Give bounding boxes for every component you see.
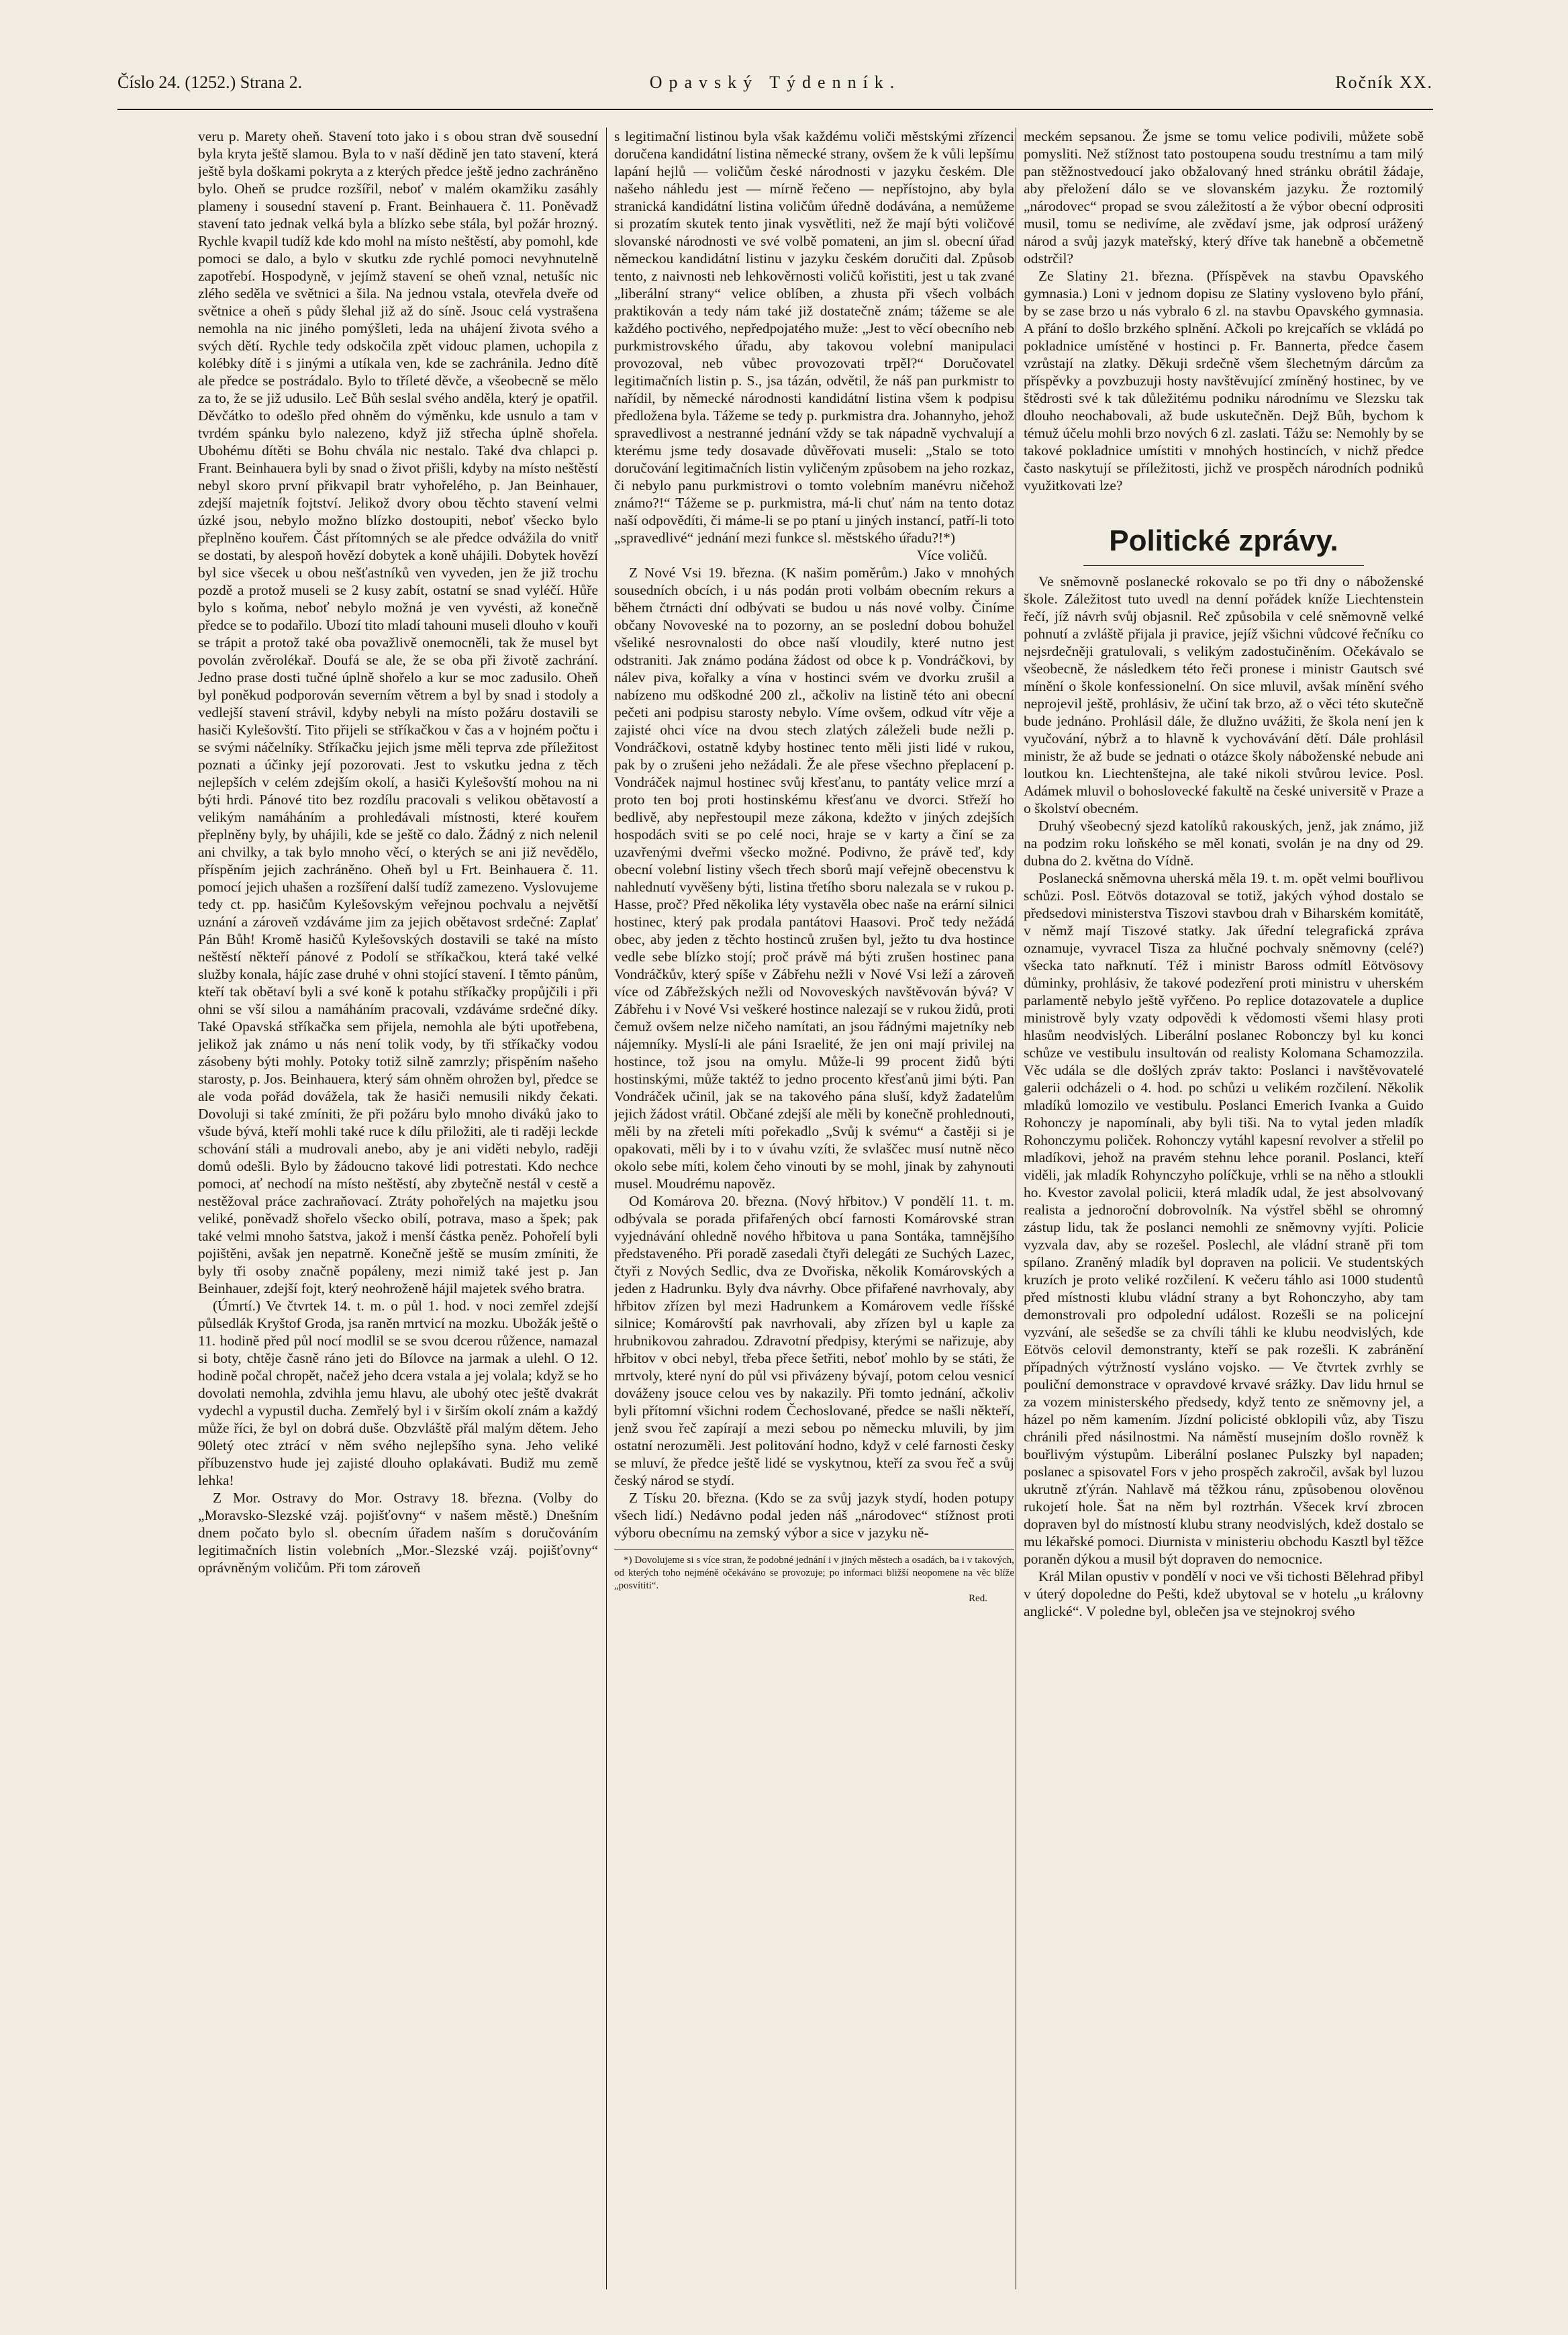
article-paragraph: s legitimační listinou byla však každému voliči městskými zřízenci doručena kandidátní listina německé strany, ovšem že k vůli lepšímu lapání hejlů — voličům české národnosti v jazyku českém. Dle našeho náhledu jest — mírně řečeno — nepřístojno, aby byla stranická kandidátní listina voličům úředně dodávána, a nemůžeme si prozatím skutek tento jinak vysvětliti, než že mají býti voličové slovanské národnosti ve své volbě pomateni, an jim sl. obecní úřad německou kandidátní listinu v jazyku českém doručiti dal. Způsob tento, z naivnosti neb lehkověrnosti voličů kořistiti, jest u tak zvané „liberální strany“ velice oblíben, a zhusta při všech volbách praktikován a tedy nám také již dostatečně znám; tážeme se ale každého poctivého, nepředpojatého muže: „Jest to věcí obecního neb purkmistrovského úřadu, aby takovou volební manipulaci provozoval, neb vůbec provozovati trpěl?“ Doručovatel legitimačních listin p. S., jsa tázán, odvětil, že náš pan purkmistr to nařídil, by německé národnosti kandidátní listina všem k podpisu předložena byla. Tážeme se tedy p. purkmistra dra. Johannyho, jehož spravedlivost a nestranné jednání vždy se tak nápadně vychvalují a kterému jsme tedy dosavade důvěřovati museli: „Stalo se toto doručování legitimačních listin vyličeným způsobem na jeho rozkaz, či nebylo panu purkmistrovi o tomto volebním manévru ničehož známo?!“ Tážeme se p. purkmistra, má-li chuť nám na tento dotaz naší odpovědíti, či máme-li se po ptaní u jiných instancí, patří-li toto „spravedlivé“ jednání mezi funkce sl. městského úřadu?!*) [614, 128, 1014, 546]
section-title: Politické zprávy. [1109, 524, 1338, 557]
column-2 [614, 128, 1014, 2289]
footnote-text: *) Dovolujeme si s více stran, že podobné jednání i v jiných městech a osadách, ba i v takových, od kterých toho nejméně očekáváno se provozuje; po informaci bližší neopomene na věc blíže „posvítiti“. [614, 1555, 1014, 1591]
newspaper-title: Opavský Týdenník. [649, 73, 901, 92]
header-rule [117, 109, 1433, 110]
article-paragraph: Z Mor. Ostravy do Mor. Ostravy 18. března. (Volby do „Moravsko-Slezské vzáj. pojišťovny“ v našem městě.) Dnešním dnem počato bylo sl. obecním úřadem naším s doručováním legitimačních listin volebních „Mor.-Slezské vzáj. pojišťovny“ oprávněným voličům. Při tom zároveň [198, 1490, 598, 1576]
page-header [117, 73, 1433, 106]
article-paragraph: Ze Slatiny 21. března. (Příspěvek na stavbu Opavského gymnasia.) Loni v jednom dopisu ze Slatiny vysloveno bylo přání, by se zase brzo u nás vybralo 6 zl. na stavbu Opavského gymnasia. A přání to došlo brzkého splnění. Ačkoli po krejcařích se vkládá po pokladnice umístěné v hostinci p. Fr. Bannerta, předce časem vzrůstají na zlatky. Děkuji srdečně všem šlechetným dárcům za příspěvky a povzbuzuji hosty navštěvující zmíněný hostinec, by ve štědrosti své k tak důležitému podniku národnímu ve Slezsku tak dlouho neochabovali, až bude uskutečněn. Dejž Bůh, bychom k témuž účelu mohli brzo nových 6 zl. zaslati. Tážu se: Nemohly by se takové pokladnice umístiti v mnohých hostincích, v nichž předce často naskytují se příležitosti, jichž ve prospěch národních podniků využitkovati lze? [1024, 268, 1424, 493]
article-paragraph: Od Komárova 20. března. (Nový hřbitov.) V pondělí 11. t. m. odbývala se porada přifařených obcí farnosti Komárovské stran vyjednávání ohledně nového hřbitova u pana Sontáka, tamnějšího představeného. Při poradě zasedali čtyři delegáti ze Suchých Lazec, čtyři z Nových Sedlic, dva ze Dvořiska, několik Komárovských a jeden z Hadrunku. Byly dva návrhy. Obce přifařené navrhovaly, aby hřbitov zřízen byl mezi Hadrunkem a Komárovem vedle říšské silnice; Komárovští pak navrhovali, aby zřízen byl u kaple za hrubnikovou zahradou. Zdravotní předpisy, kterými se nařizuje, aby hřbitov v obci nebyl, třeba přece šetřiti, neboť mohlo by se státi, že mrtvoly, které nyní do půl vsi přivázeny bývají, potom celou vesnicí dováženy jsouce celou ves by nakazily. Při tomto jednání, ačkoliv byli přítomní všichni rodem Čechoslované, předce se našli někteří, jenž svou řeč zapírají a mezi sebou po německu mluvili, by jim ostatní nerozuměli. Jest politování hodno, když v celé farnosti česky se mluví, že předce ještě lidé se vyskytnou, kteří za svou řeč a svůj český národ se stydí. [614, 1193, 1014, 1488]
article-paragraph: meckém sepsanou. Že jsme se tomu velice podivili, můžete sobě pomysliti. Než stížnost tato postoupena soudu trestnímu a tam milý pan stěžnostvedoucí jako obžalovaný hned stránku obrátil žádaje, aby přeložení dálo se ve slovanském jazyku. Že roztomilý „národovec“ propad se svou záležitostí a že výbor obecní odprositi musil, tomu se nedivíme, ale zvědaví jsme, jak odprosí urážený národ a svůj jazyk mateřský, který dříve tak hanebně a občemetně odstrčil? [1024, 128, 1424, 267]
footnote [614, 1550, 1014, 1605]
article-paragraph: Poslanecká sněmovna uherská měla 19. t. m. opět velmi bouřlivou schůzi. Posl. Eötvös dotazoval se totiž, jakých výhod dostalo se předsedovi ministerstva Tiszovi stavbou drah v Biharském komitátě, v němž mají Tiszové statky. Jak úřední telegrafická zpráva oznamuje, vyvracel Tisza za hlučné pochvaly sněmovny (celé?) všecka tato nařknutí. Též i ministr Baross odmítl Eötvösovy důminky, prohlásiv, že takové podezření proti ministru v uherském parlamentě nebylo ještě vyřčeno. Po replice dotazovatele a duplice ministrově byly vzaty odpovědi k vědomosti všemi hlasy proti hlasům neodvislých. Liberální poslanec Robonczy byl ku konci schůze ve vestibulu insultován od realisty Kolomana Schamozzila. Věc udála se dle došlých zpráv takto: Poslanci i navštěvovatelé galerii odcházeli o 4. hod. po schůzi u velikém rozčilení. Několik mladíků lomozilo ve vestibulu. Poslanci Emerich Ivanka a Guido Rohonczy je napomínali, aby byli tiši. Na to vytal jeden mladík Rohonczymu poliček. Rohonczy vytáhl kapesní revolver a střelil po mladíkovi, jehož na pravém stehnu lehce poranil. Poslanci, kteří viděli, jak mladík Rohynczyho políčkuje, vrhli se na něho a stloukli ho. Kvestor zavolal policii, která mladík udal, že jest absolvovaný realista a jednoroční dobrovolník. Na výstřel sběhl se ohromný zástup lidu, tak že poslanci nemohli ze sněmovny vyjíti. Policie vyzvala dav, aby se rozešel. Poslechl, ale vládní straně při tom spílano. Zraněný mladík byl dopraven na policii. Ve studentských kruzích je proto veliké rozčilení. K večeru táhlo asi 1000 studentů před místnosti klubu vládní strany a byt Rohonczyho, aby tam demonstrovali pro odpolední událost. Rozešli se na policejní vyzvání, ale sešedše se za chvíli táhli ke klubu neodvislých, kde Eötvös celovil demonstranty, kteří se pak rozešli. K zabránění případných výtržností vysláno vojsko. — Ve čtvrtek zvrhly se pouliční demonstrace v opravdové krvavé srážky. Dav lidu hrnul se za vozem ministerského předsedy, když tento ze sněmovny jel, a házel po něm kamením. Jízdní policisté obklopili vůz, aby Tiszu chránili před násilnostmi. Na náměstí musejním došlo rovněž k bouřlivým výstupům. Liberální poslanec Pulszky byl napaden; poslanec a spisovatel Fors v jeho prospěch zakročil, avšak byl luzou ukrutně zťýrán. Nahlavě má těžkou ránu, způsobenou olověnou rukojetí hole. Šat na něm byl roztrhán. Všecek krví zbrocen dopraven byl do místností klubu strany neodvislých, kdež dostalo se mu lékařské pomoci. Diurnista v ministeriu obchodu Kasztl byl těžce poraněn dýkou a musil být dopraven do nemocnice. [1024, 870, 1424, 1567]
article-paragraph: (Úmrtí.) Ve čtvrtek 14. t. m. o půl 1. hod. v noci zemřel zdejší půlsedlák Kryštof Groda, jsa raněn mrtvicí na mozku. Ubožák ještě o 11. hodině před půl nocí modlil se se svou dcerou růžence, namazal si boty, chtěje časně ráno jeti do Bílovce na jarmak a ulehl. O 12. hodině počal chropět, načež jeho dcera vstala a jej volala; když se ho dovolati nemohla, zdvihla jemu hlavu, ale ubohý otec ještě dvakrát vydechl a vypustil ducha. Zemřelý byl i v širším okolí znám a každý může říci, že byl on dobrá duše. Obzvláště přál malým dětem. Jeho 90letý otec ztrácí v něm svého nejlepšího syna. Jeho veliké příbuzenstvo hude jej zajisté dlouho oplakávati. Budiž mu země lehka! [198, 1298, 598, 1488]
article-paragraph: Z Nové Vsi 19. března. (K našim poměrům.) Jako v mnohých sousedních obcích, i u nás podán proti volbám obecním rekurs a během čtrnácti dní odbývati se budou u nás nové volby. Činíme občany Novoveské na to pozorny, an se poslední dobou bohužel všeliké nesrovnalosti do obce naší vloudily, které nutno jest odstraniti. Jak známo podána žádost od obce k p. Vondráčkovi, by nálev piva, kořalky a vína v hostinci svém ve dvorku zrušil a nabízeno mu odškodné 200 zl., ačkoliv na listině této ani obecní pečeti ani podpisu starosty nebylo. Víme ovšem, odkud vítr věje a zajisté ohci více na dvou stech zlatých záleželi bude nežli p. Vondráčkovi, ostatně kdyby hostinec tento měli jisti lidé v rukou, pak by o zrušeni jeho nežádali. Že ale přese všechno přeplacení p. Vondráček najmul hostinec svůj křesťanu, to pantáty velice mrzí a proto ten boj proti hostinskému křesťanu ve dvorci. Střeží ho bedlivě, aby nepřestoupil meze zákona, kdežto v jiných zdejších hospodách sviti se po celé noci, hraje se v karty a činí se za uzavřenými dveřmi všecko možné. Podivno, že právě teď, kdy obecní volební listiny všech třech sborů mají veřejně obecenstvu k nahlednutí vyvěšeny býti, listina třetího sboru nalezala se v rukou p. Hasse, proč? Před několika léty vystavěla obec naše na erární silnici hostinec, který pak prodala pantátovi Haasovi. Proč tedy nežádá obec, aby jeden z těchto hostinců zrušen byl, ježto tu dva hostince vedle sebe blízko stojí; proč právě má býti zrušen hostinec pana Vondráčkův, který spíše v Zábřehu nežli v Nové Vsi leží a zároveň více od Zábřežských nežli od Novoveských navštěvován bývá? V Zábřehu i v Nové Vsi veškeré hostince nalezají se v rukou židů, proti čemuž ovšem nelze ničeho namítati, an jsou řádnými majetníky neb nájemníky. Myslí-li ale páni Israelité, že jen oni mají privilej na hostince, tož jsou na omylu. Může-li 99 procent židů býti hostinskými, může taktéž to jedno procento křesťanů jimi býti. Pan Vondráček učinil, jak se na takového pána sluší, když žadatelům jejich žádost vrátil. Občané zdejší ale měli by konečně prohlednouti, měli by na zřeteli míti pořekadlo „Svůj k svému“ a častěji si je opakovati, měli by i to v úvahu vzíti, že svlaščec musí nutně něco okolo sebe míti, kolem čeho vinouti by se mohl, jinak by zahynouti musel. Moudrému napověz. [614, 565, 1014, 1192]
column-divider [606, 128, 607, 2289]
section-rule [1083, 565, 1363, 566]
article-paragraph: veru p. Marety oheň. Stavení toto jako i s obou stran dvě sousední byla kryta ještě slamou. Byla to v naší dědině jen tato stavení, která ještě byla doškami pokryta a z kterých předce ještě jedno zachráněno bylo. Oheň se prudce rozšířil, neboť v malém okamžiku zasáhly plameny i sousední stavení p. Frant. Beinhauera č. 11. Poněvadž stavení tato jednak velká byla a blízko sebe stála, byl požár hrozný. Rychle kvapil tudíž kde kdo mohl na místo neštěstí, aby pomohl, kde pomoci se dalo, a bylo v skutku zde rychlé pomoci nevyhnutelně zapotřebí. Hospodyně, v jejímž stavení se oheň vznal, netušíc nic zlého seděla ve světnici a šila. Na jednou vstala, otevřela dveře od světnice a oheň s půdy šlehal již až do síně. Jsouc celá vystrašena nemohla na nic jiného pomýšleti, leda na uhájení života svého a svých dětí. Rychle tedy odskočila zpět vidouc plamen, uchopila z kolébky dítě i s jinými a utíkala ven, kde se zachránila. Jedno dítě ale předce se postrádalo. Bylo to tříleté děvče, a všeobecně se mělo za to, že se již udusilo. Leč Bůh seslal svého anděla, který je opatřil. Děvčátko to odešlo před ohněm do výměnku, kde usnulo a tam v tvrdém spánku bylo nalezeno, když již střecha úplně shořela. Ubohému dítěti se Bohu chvála nic nestalo. Také dva chlapci p. Frant. Beinhauera byli by snad o život přišli, kdyby na místo neštěstí nebyl skoro první přikvapil bratr vyhořelého, p. Jan Beinhauer, zdejší majetník fojtství. Jelikož dvory obou těchto stavení velmi úzké jsou, nebylo možno blízko dostoupiti, neboť všecko bylo přeplněno kouřem. Část přítomných se ale předce odvážila do vnitř se dostati, by alespoň hovězí dobytek a koně uhájili. Dobytek hovězí byl sice všecek u obou nešťastníků ven vyveden, jen že již trochu pozdě a protož museli se 2 kusy zabít, ostatní se snad vyléčí. Hůře bylo s koňma, neboť nebylo možná je ven vyvésti, až konečně předce se to podařilo. Ubozí tito mladí tahouni museli dlouho v kouři se trápit a protož také oba považlivě onemocněli, tak že musel byt povolán zvěrolékař. Doufá se ale, že se oba při životě zachrání. Jedno prase dosti tučné úplně shořelo a kur se moc zadusilo. Oheň byl poněkud podporován severním větrem a byl by snad i stodoly a vedlejší stavení strávil, kdyby nebyli na místo požáru dostavili se hasiči Kylešovští. Tito přijeli se stříkačkou v čas a v hojném počtu i se svými náčelníky. Stříkačku jejich jsme měli teprva zde příležitost poznati a účinky její pozorovati. Jest to vskutku jedna z těch nejlepších v celém zdejším okolí, a hasiči Kylešovští mohou na ni býti hrdi. Pánové tito bez rozdílu pracovali s velikou obětavostí a velikým namáháním a prohledávali místnosti, které kouřem přeplněny byly, by uhájili, kde se ještě co dalo. Žádný z nich nelenil ani chvilky, a tak bylo mnoho věcí, o kterých se ani již nevědělo, příspěním jejich zachráněno. Oheň byl u Frt. Beinhauera č. 11. pomocí jejich uhašen a rozšíření další tudíž zamezeno. Vyslovujeme tedy ct. pp. hasičům Kylešovským veřejnou pochvalu a největší uznání a zároveň vzdáváme jim za jejich obětavost srdečné: Zaplať Pán Bůh! Kromě hasičů Kylešovských dostavili se také na místo neštěstí někteří pánové z Podolí se stříkačkou, která také velké služby konala, hájíc zase druhé v ohni stojící stavení. I těmto pánům, kteří tak obětaví byli a své koně k potahu stříkačky propůjčili i při ohni se vší silou a namáháním pracovali, vzdáváme srdečné díky. Také Opavská stříkačka sem přijela, nemohla ale býti upotřebena, jelikož jak známo u nás není tolik vody, by tři stříkačky vodou zásobeny býti mohly. Potoky totiž silně zamrzly; přispěním našeho starosty, p. Jos. Beinhauera, který sám ohněm ohrožen byl, předce se ale voda pořád dovážela, tak že hasiči nemusili nikdy čekati. Dovoluji si také zmíniti, že při požáru bylo mnoho diváků jako to všude bývá, kteří mohli také ruce k dílu přiložiti, ale ti raději leckde schování stáli a mudrovali anebo, aby je ani viděti nebylo, raději domů odešli. Bylo by žádoucno takové lidi potrestati. Kdo nechce pomoci, ať nechodí na místo neštěstí, aby zbytečně nestál v cestě a nestěžoval práce zachraňovací. Ztráty pohořelých na majetku jsou veliké, poněvadž shořelo všecko obilí, potrava, maso a špek; pak také velmi mnoho šatstva, jakož i menší částka peněz. Pohořelí byli pojištěni, avšak jen nepatrně. Konečně ještě se musím zmíniti, že byly tři osoby značně popáleny, mezi nimiž také jest p. Jan Beinhauer, zdejší fojt, který neohroženě hájil majetek svého bratra. [198, 128, 598, 1296]
article-paragraph: Král Milan opustiv v pondělí v noci ve vši tichosti Bělehrad přibyl v úterý dopoledne do Pešti, kdež ubytoval se v hotelu „u královny anglické“. V poledne byl, oblečen jsa ve stejnokroj svého [1024, 1568, 1424, 1619]
article-paragraph: Z Tísku 20. března. (Kdo se za svůj jazyk stydí, hoden potupy všech lidí.) Nedávno podal jeden náš „národovec“ stížnost proti výboru obecnímu na zemský výbor a sice v jazyku ně- [614, 1490, 1014, 1541]
article-paragraph: Ve sněmovně poslanecké rokovalo se po tři dny o náboženské škole. Záležitost tuto uvedl na denní pořádek kníže Liechtenstein řečí, jíž návrh svůj objasnil. Reč způsobila v celé sněmovně velké pohnutí a zvláště přijala ji pravice, jejíž všichni vůdcové řečníku co nejsrdečněji gratulovali, s velikým zadostučiněním. Očekávalo se všeobecně, že následkem této řeči pronese i ministr Gautsch své mínění o škole konfessionelní. On sice mluvil, avšak mínění svého neprojevil ještě, prohlásiv, že učiní tak brzo, až o věci této skutečně bude jednáno. Prohlásil dále, že dlužno uvážiti, že škola není jen k vyučování, nýbrž a to hlavně k vychovávání dětí. Dále prohlásil ministr, že až bude se jednati o otázce školy náboženské nebude ani loutkou kn. Liechtenštejna, ale také nikoli stvůrou levice. Posl. Adámek mluvil o bohoslovecké fakultě na české universitě v Praze a o školství obecném. [1024, 573, 1424, 816]
footnote-signature: Red. [969, 1593, 987, 1604]
article-signature: Více voličů. [916, 547, 987, 563]
issue-number: Číslo 24. (1252.) Strana 2. [117, 73, 303, 92]
column-3 [1024, 128, 1424, 2289]
article-paragraph: Druhý všeobecný sjezd katolíků rakouských, jenž, jak známo, již na podzim roku loňského se měl konati, svolán je na dny od 29. dubna do 2. května do Vídně. [1024, 818, 1424, 869]
volume-number: Ročník XX. [1335, 73, 1433, 92]
column-1 [198, 128, 598, 2289]
